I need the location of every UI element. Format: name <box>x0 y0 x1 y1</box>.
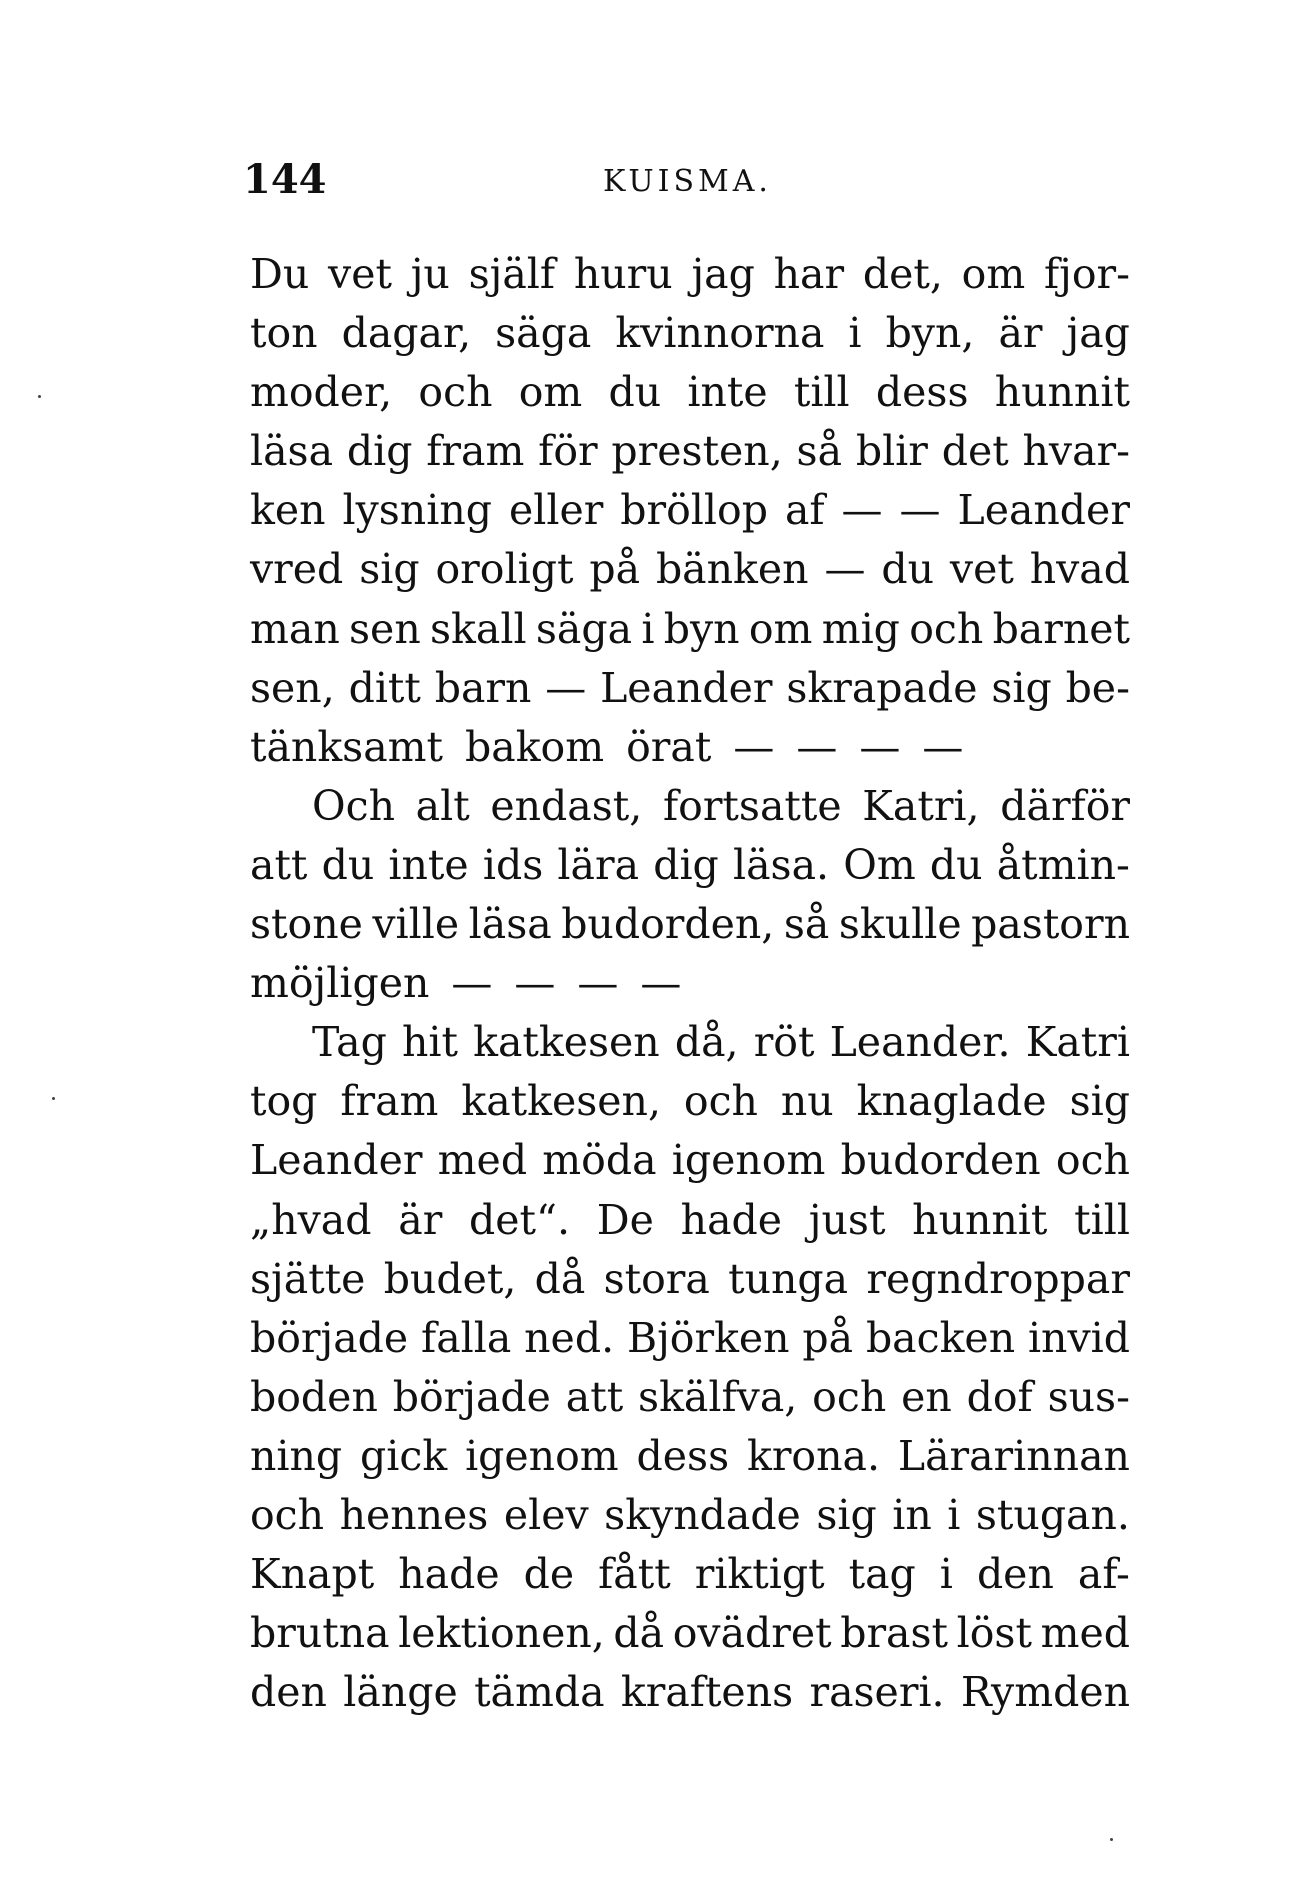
word: skall <box>430 604 527 653</box>
word: tunga <box>728 1254 849 1303</box>
text-line <box>250 659 1130 718</box>
word: huru <box>573 250 673 298</box>
word: Om <box>843 840 916 889</box>
word: stugan. <box>975 1490 1130 1539</box>
word: man <box>250 604 340 653</box>
word: jag <box>691 250 755 298</box>
word: af <box>784 486 825 535</box>
word: Knapt <box>250 1550 375 1599</box>
word: tag <box>848 1550 916 1599</box>
word: och <box>812 1372 887 1421</box>
word: inte <box>687 368 768 417</box>
word: Leander. <box>829 1018 1011 1067</box>
word: jag <box>1066 309 1130 358</box>
text-line <box>250 1604 1130 1663</box>
word: och <box>250 1490 325 1539</box>
text-line <box>250 1486 1130 1545</box>
word: om <box>518 368 583 417</box>
word: katkesen <box>473 1018 660 1067</box>
word: du <box>608 368 662 417</box>
word: Lärarinnan <box>897 1431 1130 1480</box>
word: då <box>534 1254 586 1303</box>
word: moder, <box>250 368 393 417</box>
word: fått <box>598 1550 671 1599</box>
word: oroligt <box>435 545 574 594</box>
word: — <box>824 545 866 594</box>
word: om <box>961 250 1026 298</box>
word: hvad <box>1029 545 1130 594</box>
word: skrapade <box>786 663 978 712</box>
word: ning <box>250 1431 343 1480</box>
word: budet, <box>383 1254 517 1303</box>
word: tänksamt <box>250 722 444 771</box>
word: brutna <box>250 1609 390 1658</box>
word: byn, <box>885 309 975 358</box>
word: Leander <box>600 663 773 712</box>
word: bänken <box>655 545 809 594</box>
word: fram <box>340 1077 439 1126</box>
word: det, <box>862 250 943 298</box>
word: i <box>947 1490 961 1539</box>
word: skyndade <box>604 1490 801 1539</box>
print-speck <box>1110 1838 1113 1841</box>
word: tämda <box>474 1668 605 1717</box>
text-line <box>250 777 1130 836</box>
text-line <box>250 718 1130 777</box>
word: därför <box>1000 781 1130 830</box>
word: hvar- <box>1022 427 1130 476</box>
word: Katri, <box>862 781 980 830</box>
word: sig <box>1069 1077 1130 1126</box>
word: sjätte <box>250 1254 366 1303</box>
word: då <box>613 1609 665 1658</box>
word: skulle <box>838 900 962 949</box>
word: dig <box>346 427 413 476</box>
word: lära <box>557 840 640 889</box>
word: brast <box>840 1609 949 1658</box>
word: just <box>808 1195 886 1244</box>
word: raseri. <box>809 1668 945 1717</box>
word: Katri <box>1025 1018 1130 1067</box>
word: barn <box>434 663 532 712</box>
word: ville <box>372 900 460 949</box>
word: gick <box>360 1431 448 1480</box>
print-speck <box>38 395 41 398</box>
word: boden <box>250 1372 378 1421</box>
word: med <box>437 1136 528 1185</box>
word: — <box>545 663 587 712</box>
word: stora <box>603 1254 710 1303</box>
word: började <box>250 1313 409 1362</box>
word: tog <box>250 1077 318 1126</box>
word: och <box>418 368 493 417</box>
text-line <box>250 1072 1130 1131</box>
word: har <box>773 250 845 298</box>
word: och <box>683 1077 758 1126</box>
word: att <box>250 840 308 889</box>
word: fortsatte <box>662 781 842 830</box>
word: hunnit <box>912 1195 1048 1244</box>
word: du <box>929 840 983 889</box>
word: du <box>321 840 375 889</box>
word: igenom <box>671 1136 826 1185</box>
word: — <box>841 486 883 535</box>
word: läsa <box>468 900 552 949</box>
word: Björken <box>626 1313 790 1362</box>
word: dess <box>875 368 969 417</box>
word: att <box>565 1372 624 1421</box>
word: hunnit <box>994 368 1130 417</box>
text-line <box>250 895 1130 954</box>
text-line <box>250 836 1130 895</box>
word: katkesen, <box>461 1077 661 1126</box>
word: sus- <box>1047 1372 1130 1421</box>
word: mig <box>821 604 900 653</box>
text-line <box>250 1309 1130 1368</box>
text-line <box>250 1368 1130 1427</box>
word: — <box>733 722 775 771</box>
word: — <box>796 722 838 771</box>
text-line <box>250 363 1130 422</box>
word: riktigt <box>694 1550 825 1599</box>
word: de <box>523 1550 575 1599</box>
text-line <box>250 1131 1130 1190</box>
word: af- <box>1077 1550 1130 1599</box>
word: dagar, <box>341 309 472 358</box>
word: — <box>640 959 682 1008</box>
word: vred <box>250 545 344 594</box>
word: endast, <box>490 781 643 830</box>
text-line <box>250 1191 1130 1250</box>
word: Tag <box>312 1018 387 1067</box>
running-title: KUISMA. <box>603 164 772 199</box>
word: vet <box>949 545 1014 594</box>
word: i <box>939 1550 953 1599</box>
word: med <box>1040 1609 1130 1658</box>
running-head <box>243 156 1123 204</box>
word: ken <box>250 486 326 535</box>
word: till <box>1074 1195 1130 1244</box>
word: Du <box>250 250 310 298</box>
word: hade <box>398 1550 500 1599</box>
word: för <box>538 427 598 476</box>
text-line <box>250 422 1130 481</box>
word: regndroppar <box>866 1254 1130 1303</box>
word: i <box>848 309 862 358</box>
text-line <box>250 481 1130 540</box>
word: krona. <box>746 1431 880 1480</box>
word: ovädret <box>672 1609 832 1658</box>
word: skälfva, <box>638 1372 798 1421</box>
text-line <box>250 304 1130 363</box>
word: bakom <box>465 722 605 771</box>
word: det“. <box>469 1195 571 1244</box>
word: inte <box>388 840 469 889</box>
word: backen <box>865 1313 1016 1362</box>
word: — <box>922 722 964 771</box>
word: igenom <box>465 1431 619 1480</box>
word: på <box>802 1313 854 1362</box>
word: bröllop <box>620 486 768 535</box>
word: byn <box>663 604 740 653</box>
word: sen, <box>250 663 335 712</box>
word: ju <box>410 250 450 298</box>
word: det <box>941 427 1009 476</box>
word: falla <box>421 1313 512 1362</box>
text-line <box>250 1545 1130 1604</box>
word: ditt <box>348 663 421 712</box>
word: blir <box>855 427 928 476</box>
word: Leander <box>250 1136 423 1185</box>
word: — <box>514 959 556 1008</box>
word: kraftens <box>620 1668 794 1717</box>
word: dess <box>636 1431 730 1480</box>
word: in <box>892 1490 932 1539</box>
word: örat <box>626 722 712 771</box>
word: budorden <box>840 1136 1041 1185</box>
word: till <box>793 368 850 417</box>
body-text <box>250 245 1130 1722</box>
word: — <box>451 959 493 1008</box>
word: De <box>596 1195 654 1244</box>
word: dig <box>653 840 719 889</box>
word: sig <box>991 663 1052 712</box>
word: dof <box>966 1372 1033 1421</box>
word: själf <box>468 250 556 298</box>
word: den <box>976 1550 1054 1599</box>
text-line <box>250 1427 1130 1486</box>
word: röt <box>753 1018 815 1067</box>
word: presten, <box>611 427 783 476</box>
word: åtmin- <box>996 840 1130 889</box>
word: om <box>748 604 813 653</box>
word: lektionen, <box>398 1609 605 1658</box>
word: hade <box>680 1195 783 1244</box>
word: ton <box>250 309 318 358</box>
word: läsa. <box>732 840 830 889</box>
word: sen <box>349 604 421 653</box>
text-line <box>250 540 1130 599</box>
word: Och <box>312 781 395 830</box>
word: så <box>796 427 843 476</box>
text-line <box>250 600 1130 659</box>
word: läsa <box>250 427 334 476</box>
word: hit <box>401 1018 458 1067</box>
text-line <box>250 1013 1130 1072</box>
text-line <box>250 1663 1130 1722</box>
word: be- <box>1065 663 1130 712</box>
word: lysning <box>342 486 492 535</box>
word: löst <box>956 1609 1032 1658</box>
word: nu <box>780 1077 834 1126</box>
word: ned. <box>524 1313 615 1362</box>
word: — <box>899 486 941 535</box>
word: säga <box>535 604 633 653</box>
word: du <box>881 545 935 594</box>
word: länge <box>343 1668 458 1717</box>
word: alt <box>415 781 470 830</box>
word: kvinnorna <box>615 309 825 358</box>
word: och <box>909 604 984 653</box>
word: elev <box>503 1490 589 1539</box>
word: barnet <box>992 604 1130 653</box>
word: stone <box>250 900 363 949</box>
word: pastorn <box>971 900 1130 949</box>
word: började <box>392 1372 551 1421</box>
text-line <box>250 954 1130 1013</box>
word: hennes <box>339 1490 489 1539</box>
word: knaglade <box>856 1077 1047 1126</box>
print-speck <box>52 1097 55 1100</box>
word: fjor- <box>1043 250 1130 298</box>
text-line <box>250 1250 1130 1309</box>
word: sig <box>816 1490 877 1539</box>
word: och <box>1055 1136 1130 1185</box>
word: möjligen <box>250 959 430 1008</box>
word: „hvad <box>250 1195 372 1244</box>
word: är <box>398 1195 443 1244</box>
word: på <box>589 545 641 594</box>
word: den <box>250 1668 327 1717</box>
word: Leander <box>957 486 1130 535</box>
word: är <box>998 309 1043 358</box>
word: ids <box>482 840 544 889</box>
word: vet <box>328 250 392 298</box>
word: fram <box>426 427 525 476</box>
word: invid <box>1027 1313 1130 1362</box>
word: budorden, <box>561 900 775 949</box>
word: så <box>783 900 830 949</box>
word: — <box>577 959 619 1008</box>
word: då, <box>674 1018 739 1067</box>
word: sig <box>359 545 420 594</box>
word: en <box>901 1372 952 1421</box>
word: eller <box>508 486 604 535</box>
word: — <box>859 722 901 771</box>
word: Rymden <box>960 1668 1130 1717</box>
page-number: 144 <box>243 156 327 203</box>
word: möda <box>542 1136 657 1185</box>
word: i <box>641 604 655 653</box>
text-line <box>250 245 1130 304</box>
word: säga <box>495 309 592 358</box>
